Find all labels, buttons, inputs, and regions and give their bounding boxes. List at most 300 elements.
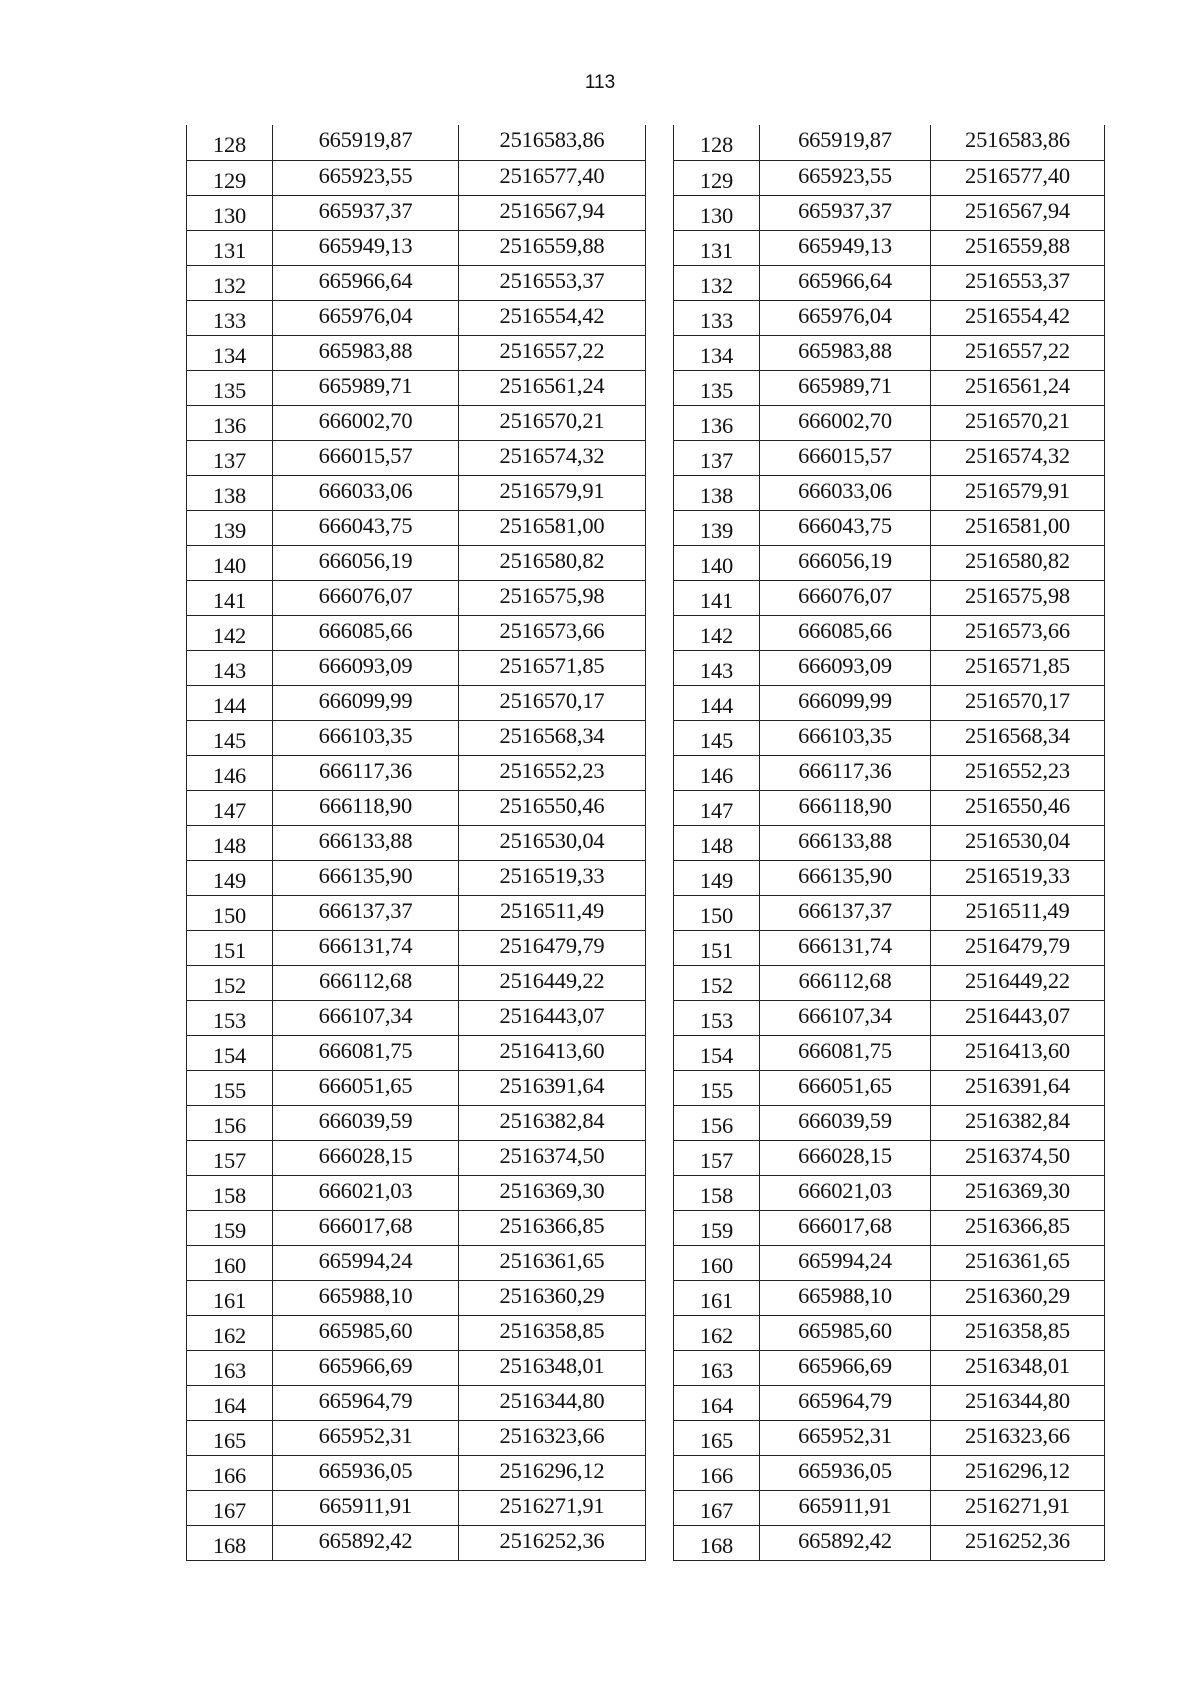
table-row [674, 160, 1105, 195]
point-number-cell: 139 [187, 510, 273, 545]
table-row [187, 580, 646, 615]
table-row [674, 1455, 1105, 1490]
x-coordinate-cell: 665923,55 [273, 160, 459, 195]
y-coordinate-cell: 2516479,79 [931, 930, 1105, 965]
x-coordinate-cell: 665966,64 [273, 265, 459, 300]
table-row [187, 1000, 646, 1035]
table-row [674, 230, 1105, 265]
y-coordinate-cell: 2516583,86 [931, 125, 1105, 160]
table-row [187, 335, 646, 370]
x-coordinate-cell: 665952,31 [760, 1420, 931, 1455]
x-coordinate-cell: 665936,05 [273, 1455, 459, 1490]
y-coordinate-cell: 2516577,40 [931, 160, 1105, 195]
x-coordinate-cell: 666137,37 [273, 895, 459, 930]
point-number-cell: 149 [187, 860, 273, 895]
y-coordinate-cell: 2516519,33 [931, 860, 1105, 895]
x-coordinate-cell: 666017,68 [273, 1210, 459, 1245]
y-coordinate-cell: 2516382,84 [931, 1105, 1105, 1140]
table-row [187, 1035, 646, 1070]
table-row [674, 510, 1105, 545]
table-row [187, 1350, 646, 1385]
table-row [187, 860, 646, 895]
point-number-cell: 130 [187, 195, 273, 230]
point-number-cell: 133 [187, 300, 273, 335]
point-number-cell: 130 [674, 195, 760, 230]
point-number-cell: 135 [187, 370, 273, 405]
y-coordinate-cell: 2516511,49 [931, 895, 1105, 930]
x-coordinate-cell: 666112,68 [760, 965, 931, 1000]
point-number-cell: 162 [187, 1315, 273, 1350]
table-row [674, 1175, 1105, 1210]
point-number-cell: 142 [674, 615, 760, 650]
x-coordinate-cell: 665994,24 [760, 1245, 931, 1280]
x-coordinate-cell: 666118,90 [273, 790, 459, 825]
table-row [674, 1070, 1105, 1105]
y-coordinate-cell: 2516369,30 [931, 1175, 1105, 1210]
y-coordinate-cell: 2516575,98 [459, 580, 646, 615]
x-coordinate-cell: 666076,07 [760, 580, 931, 615]
x-coordinate-cell: 665937,37 [273, 195, 459, 230]
y-coordinate-cell: 2516361,65 [459, 1245, 646, 1280]
y-coordinate-cell: 2516568,34 [931, 720, 1105, 755]
y-coordinate-cell: 2516374,50 [931, 1140, 1105, 1175]
y-coordinate-cell: 2516570,21 [931, 405, 1105, 440]
x-coordinate-cell: 666043,75 [273, 510, 459, 545]
y-coordinate-cell: 2516567,94 [931, 195, 1105, 230]
y-coordinate-cell: 2516559,88 [931, 230, 1105, 265]
y-coordinate-cell: 2516530,04 [459, 825, 646, 860]
x-coordinate-cell: 665966,64 [760, 265, 931, 300]
x-coordinate-cell: 665983,88 [760, 335, 931, 370]
table-row [187, 1455, 646, 1490]
table-row [187, 1175, 646, 1210]
table-row [674, 895, 1105, 930]
table-row [187, 755, 646, 790]
x-coordinate-cell: 666028,15 [273, 1140, 459, 1175]
point-number-cell: 142 [187, 615, 273, 650]
table-row [187, 1140, 646, 1175]
table-row [674, 1385, 1105, 1420]
page-number: 113 [584, 72, 616, 93]
x-coordinate-cell: 665989,71 [760, 370, 931, 405]
x-coordinate-cell: 666039,59 [760, 1105, 931, 1140]
y-coordinate-cell: 2516570,21 [459, 405, 646, 440]
x-coordinate-cell: 666051,65 [760, 1070, 931, 1105]
table-row [187, 475, 646, 510]
y-coordinate-cell: 2516550,46 [931, 790, 1105, 825]
coordinates-table-right-body [674, 125, 1105, 1560]
y-coordinate-cell: 2516382,84 [459, 1105, 646, 1140]
point-number-cell: 163 [187, 1350, 273, 1385]
x-coordinate-cell: 666033,06 [760, 475, 931, 510]
x-coordinate-cell: 665964,79 [273, 1385, 459, 1420]
x-coordinate-cell: 666137,37 [760, 895, 931, 930]
x-coordinate-cell: 665994,24 [273, 1245, 459, 1280]
x-coordinate-cell: 665949,13 [273, 230, 459, 265]
point-number-cell: 161 [187, 1280, 273, 1315]
x-coordinate-cell: 665919,87 [273, 125, 459, 160]
table-row [187, 1385, 646, 1420]
y-coordinate-cell: 2516530,04 [931, 825, 1105, 860]
point-number-cell: 157 [674, 1140, 760, 1175]
point-number-cell: 157 [187, 1140, 273, 1175]
table-row [187, 1420, 646, 1455]
point-number-cell: 165 [674, 1420, 760, 1455]
point-number-cell: 158 [674, 1175, 760, 1210]
y-coordinate-cell: 2516552,23 [459, 755, 646, 790]
table-row [187, 1315, 646, 1350]
x-coordinate-cell: 666112,68 [273, 965, 459, 1000]
point-number-cell: 140 [187, 545, 273, 580]
y-coordinate-cell: 2516323,66 [931, 1420, 1105, 1455]
x-coordinate-cell: 666117,36 [273, 755, 459, 790]
point-number-cell: 168 [187, 1525, 273, 1560]
y-coordinate-cell: 2516570,17 [931, 685, 1105, 720]
x-coordinate-cell: 666107,34 [273, 1000, 459, 1035]
point-number-cell: 152 [187, 965, 273, 1000]
x-coordinate-cell: 666015,57 [760, 440, 931, 475]
y-coordinate-cell: 2516574,32 [459, 440, 646, 475]
point-number-cell: 143 [187, 650, 273, 685]
y-coordinate-cell: 2516296,12 [931, 1455, 1105, 1490]
point-number-cell: 132 [674, 265, 760, 300]
y-coordinate-cell: 2516519,33 [459, 860, 646, 895]
y-coordinate-cell: 2516511,49 [459, 895, 646, 930]
x-coordinate-cell: 665985,60 [760, 1315, 931, 1350]
x-coordinate-cell: 665985,60 [273, 1315, 459, 1350]
y-coordinate-cell: 2516358,85 [931, 1315, 1105, 1350]
point-number-cell: 145 [674, 720, 760, 755]
point-number-cell: 138 [187, 475, 273, 510]
point-number-cell: 147 [674, 790, 760, 825]
point-number-cell: 128 [674, 125, 760, 160]
x-coordinate-cell: 665892,42 [273, 1525, 459, 1560]
y-coordinate-cell: 2516413,60 [459, 1035, 646, 1070]
table-row [674, 615, 1105, 650]
x-coordinate-cell: 665949,13 [760, 230, 931, 265]
table-row [674, 1420, 1105, 1455]
x-coordinate-cell: 665952,31 [273, 1420, 459, 1455]
y-coordinate-cell: 2516344,80 [459, 1385, 646, 1420]
point-number-cell: 166 [187, 1455, 273, 1490]
table-row [674, 965, 1105, 1000]
y-coordinate-cell: 2516554,42 [459, 300, 646, 335]
table-row [187, 440, 646, 475]
y-coordinate-cell: 2516366,85 [459, 1210, 646, 1245]
x-coordinate-cell: 666099,99 [760, 685, 931, 720]
y-coordinate-cell: 2516568,34 [459, 720, 646, 755]
table-row [187, 965, 646, 1000]
table-row [187, 405, 646, 440]
x-coordinate-cell: 665966,69 [760, 1350, 931, 1385]
table-row [187, 1525, 646, 1560]
x-coordinate-cell: 666039,59 [273, 1105, 459, 1140]
table-row [674, 1525, 1105, 1560]
point-number-cell: 131 [187, 230, 273, 265]
y-coordinate-cell: 2516557,22 [459, 335, 646, 370]
x-coordinate-cell: 666118,90 [760, 790, 931, 825]
x-coordinate-cell: 666131,74 [760, 930, 931, 965]
point-number-cell: 148 [187, 825, 273, 860]
y-coordinate-cell: 2516581,00 [931, 510, 1105, 545]
x-coordinate-cell: 666107,34 [760, 1000, 931, 1035]
y-coordinate-cell: 2516374,50 [459, 1140, 646, 1175]
x-coordinate-cell: 666131,74 [273, 930, 459, 965]
point-number-cell: 156 [187, 1105, 273, 1140]
point-number-cell: 143 [674, 650, 760, 685]
point-number-cell: 150 [674, 895, 760, 930]
y-coordinate-cell: 2516296,12 [459, 1455, 646, 1490]
table-row [674, 475, 1105, 510]
x-coordinate-cell: 666135,90 [273, 860, 459, 895]
table-row [674, 265, 1105, 300]
x-coordinate-cell: 666135,90 [760, 860, 931, 895]
point-number-cell: 152 [674, 965, 760, 1000]
y-coordinate-cell: 2516561,24 [459, 370, 646, 405]
x-coordinate-cell: 666081,75 [273, 1035, 459, 1070]
table-row [674, 580, 1105, 615]
table-row [674, 335, 1105, 370]
coordinates-table-left-body [187, 125, 646, 1560]
x-coordinate-cell: 666002,70 [273, 405, 459, 440]
point-number-cell: 166 [674, 1455, 760, 1490]
point-number-cell: 161 [674, 1280, 760, 1315]
point-number-cell: 165 [187, 1420, 273, 1455]
table-row [187, 1245, 646, 1280]
y-coordinate-cell: 2516570,17 [459, 685, 646, 720]
y-coordinate-cell: 2516575,98 [931, 580, 1105, 615]
table-row [674, 195, 1105, 230]
x-coordinate-cell: 666056,19 [273, 545, 459, 580]
y-coordinate-cell: 2516580,82 [459, 545, 646, 580]
table-row [674, 440, 1105, 475]
point-number-cell: 138 [674, 475, 760, 510]
x-coordinate-cell: 666021,03 [273, 1175, 459, 1210]
point-number-cell: 167 [674, 1490, 760, 1525]
table-row [187, 1280, 646, 1315]
y-coordinate-cell: 2516574,32 [931, 440, 1105, 475]
point-number-cell: 133 [674, 300, 760, 335]
x-coordinate-cell: 665936,05 [760, 1455, 931, 1490]
point-number-cell: 160 [187, 1245, 273, 1280]
y-coordinate-cell: 2516554,42 [931, 300, 1105, 335]
x-coordinate-cell: 666133,88 [760, 825, 931, 860]
point-number-cell: 153 [674, 1000, 760, 1035]
table-row [674, 1140, 1105, 1175]
table-row [187, 1105, 646, 1140]
point-number-cell: 151 [187, 930, 273, 965]
table-row [187, 230, 646, 265]
table-row [674, 825, 1105, 860]
table-row [187, 825, 646, 860]
table-row [187, 265, 646, 300]
table-row [674, 860, 1105, 895]
table-row [674, 1315, 1105, 1350]
y-coordinate-cell: 2516443,07 [931, 1000, 1105, 1035]
y-coordinate-cell: 2516579,91 [931, 475, 1105, 510]
y-coordinate-cell: 2516581,00 [459, 510, 646, 545]
table-row [674, 1490, 1105, 1525]
table-row [187, 125, 646, 160]
x-coordinate-cell: 666117,36 [760, 755, 931, 790]
y-coordinate-cell: 2516573,66 [459, 615, 646, 650]
table-row [674, 1210, 1105, 1245]
point-number-cell: 162 [674, 1315, 760, 1350]
y-coordinate-cell: 2516577,40 [459, 160, 646, 195]
point-number-cell: 144 [187, 685, 273, 720]
x-coordinate-cell: 666093,09 [273, 650, 459, 685]
table-row [187, 1070, 646, 1105]
x-coordinate-cell: 665923,55 [760, 160, 931, 195]
table-row [674, 370, 1105, 405]
point-number-cell: 151 [674, 930, 760, 965]
coordinates-table-left [186, 125, 646, 1561]
y-coordinate-cell: 2516348,01 [459, 1350, 646, 1385]
x-coordinate-cell: 666017,68 [760, 1210, 931, 1245]
point-number-cell: 134 [187, 335, 273, 370]
x-coordinate-cell: 666002,70 [760, 405, 931, 440]
table-row [187, 790, 646, 825]
point-number-cell: 153 [187, 1000, 273, 1035]
x-coordinate-cell: 666103,35 [273, 720, 459, 755]
point-number-cell: 155 [187, 1070, 273, 1105]
point-number-cell: 154 [674, 1035, 760, 1070]
table-row [187, 650, 646, 685]
table-row [674, 720, 1105, 755]
y-coordinate-cell: 2516583,86 [459, 125, 646, 160]
table-row [187, 160, 646, 195]
table-row [674, 545, 1105, 580]
x-coordinate-cell: 665983,88 [273, 335, 459, 370]
y-coordinate-cell: 2516323,66 [459, 1420, 646, 1455]
point-number-cell: 164 [187, 1385, 273, 1420]
x-coordinate-cell: 665911,91 [760, 1490, 931, 1525]
point-number-cell: 135 [674, 370, 760, 405]
table-row [674, 300, 1105, 335]
table-row [187, 370, 646, 405]
y-coordinate-cell: 2516358,85 [459, 1315, 646, 1350]
table-row [674, 650, 1105, 685]
x-coordinate-cell: 666028,15 [760, 1140, 931, 1175]
y-coordinate-cell: 2516360,29 [459, 1280, 646, 1315]
point-number-cell: 146 [674, 755, 760, 790]
y-coordinate-cell: 2516571,85 [459, 650, 646, 685]
y-coordinate-cell: 2516391,64 [459, 1070, 646, 1105]
point-number-cell: 129 [187, 160, 273, 195]
y-coordinate-cell: 2516271,91 [459, 1490, 646, 1525]
point-number-cell: 129 [674, 160, 760, 195]
point-number-cell: 136 [674, 405, 760, 440]
table-row [187, 720, 646, 755]
table-row [674, 1350, 1105, 1385]
x-coordinate-cell: 666085,66 [273, 615, 459, 650]
y-coordinate-cell: 2516579,91 [459, 475, 646, 510]
point-number-cell: 147 [187, 790, 273, 825]
x-coordinate-cell: 665892,42 [760, 1525, 931, 1560]
point-number-cell: 168 [674, 1525, 760, 1560]
y-coordinate-cell: 2516449,22 [459, 965, 646, 1000]
x-coordinate-cell: 666076,07 [273, 580, 459, 615]
x-coordinate-cell: 666103,35 [760, 720, 931, 755]
table-row [187, 685, 646, 720]
table-row [674, 125, 1105, 160]
x-coordinate-cell: 666085,66 [760, 615, 931, 650]
x-coordinate-cell: 666133,88 [273, 825, 459, 860]
y-coordinate-cell: 2516449,22 [931, 965, 1105, 1000]
x-coordinate-cell: 666043,75 [760, 510, 931, 545]
y-coordinate-cell: 2516413,60 [931, 1035, 1105, 1070]
point-number-cell: 140 [674, 545, 760, 580]
point-number-cell: 132 [187, 265, 273, 300]
y-coordinate-cell: 2516571,85 [931, 650, 1105, 685]
table-row [187, 615, 646, 650]
table-row [187, 300, 646, 335]
table-row [674, 1000, 1105, 1035]
x-coordinate-cell: 666051,65 [273, 1070, 459, 1105]
table-row [187, 1490, 646, 1525]
y-coordinate-cell: 2516344,80 [931, 1385, 1105, 1420]
point-number-cell: 144 [674, 685, 760, 720]
point-number-cell: 159 [674, 1210, 760, 1245]
y-coordinate-cell: 2516361,65 [931, 1245, 1105, 1280]
table-row [187, 1210, 646, 1245]
x-coordinate-cell: 665988,10 [760, 1280, 931, 1315]
table-row [187, 510, 646, 545]
x-coordinate-cell: 665911,91 [273, 1490, 459, 1525]
table-row [674, 1245, 1105, 1280]
y-coordinate-cell: 2516573,66 [931, 615, 1105, 650]
y-coordinate-cell: 2516348,01 [931, 1350, 1105, 1385]
x-coordinate-cell: 665989,71 [273, 370, 459, 405]
y-coordinate-cell: 2516369,30 [459, 1175, 646, 1210]
y-coordinate-cell: 2516559,88 [459, 230, 646, 265]
y-coordinate-cell: 2516252,36 [459, 1525, 646, 1560]
point-number-cell: 159 [187, 1210, 273, 1245]
y-coordinate-cell: 2516252,36 [931, 1525, 1105, 1560]
y-coordinate-cell: 2516567,94 [459, 195, 646, 230]
table-row [187, 545, 646, 580]
table-row [674, 1035, 1105, 1070]
table-row [187, 895, 646, 930]
y-coordinate-cell: 2516580,82 [931, 545, 1105, 580]
x-coordinate-cell: 666021,03 [760, 1175, 931, 1210]
point-number-cell: 156 [674, 1105, 760, 1140]
point-number-cell: 148 [674, 825, 760, 860]
point-number-cell: 137 [674, 440, 760, 475]
point-number-cell: 141 [187, 580, 273, 615]
table-row [674, 685, 1105, 720]
point-number-cell: 136 [187, 405, 273, 440]
y-coordinate-cell: 2516553,37 [931, 265, 1105, 300]
x-coordinate-cell: 665988,10 [273, 1280, 459, 1315]
x-coordinate-cell: 666056,19 [760, 545, 931, 580]
y-coordinate-cell: 2516550,46 [459, 790, 646, 825]
y-coordinate-cell: 2516553,37 [459, 265, 646, 300]
point-number-cell: 164 [674, 1385, 760, 1420]
point-number-cell: 146 [187, 755, 273, 790]
y-coordinate-cell: 2516360,29 [931, 1280, 1105, 1315]
point-number-cell: 163 [674, 1350, 760, 1385]
point-number-cell: 150 [187, 895, 273, 930]
x-coordinate-cell: 665964,79 [760, 1385, 931, 1420]
y-coordinate-cell: 2516552,23 [931, 755, 1105, 790]
point-number-cell: 145 [187, 720, 273, 755]
y-coordinate-cell: 2516479,79 [459, 930, 646, 965]
x-coordinate-cell: 665937,37 [760, 195, 931, 230]
x-coordinate-cell: 665976,04 [273, 300, 459, 335]
table-row [674, 1105, 1105, 1140]
point-number-cell: 137 [187, 440, 273, 475]
